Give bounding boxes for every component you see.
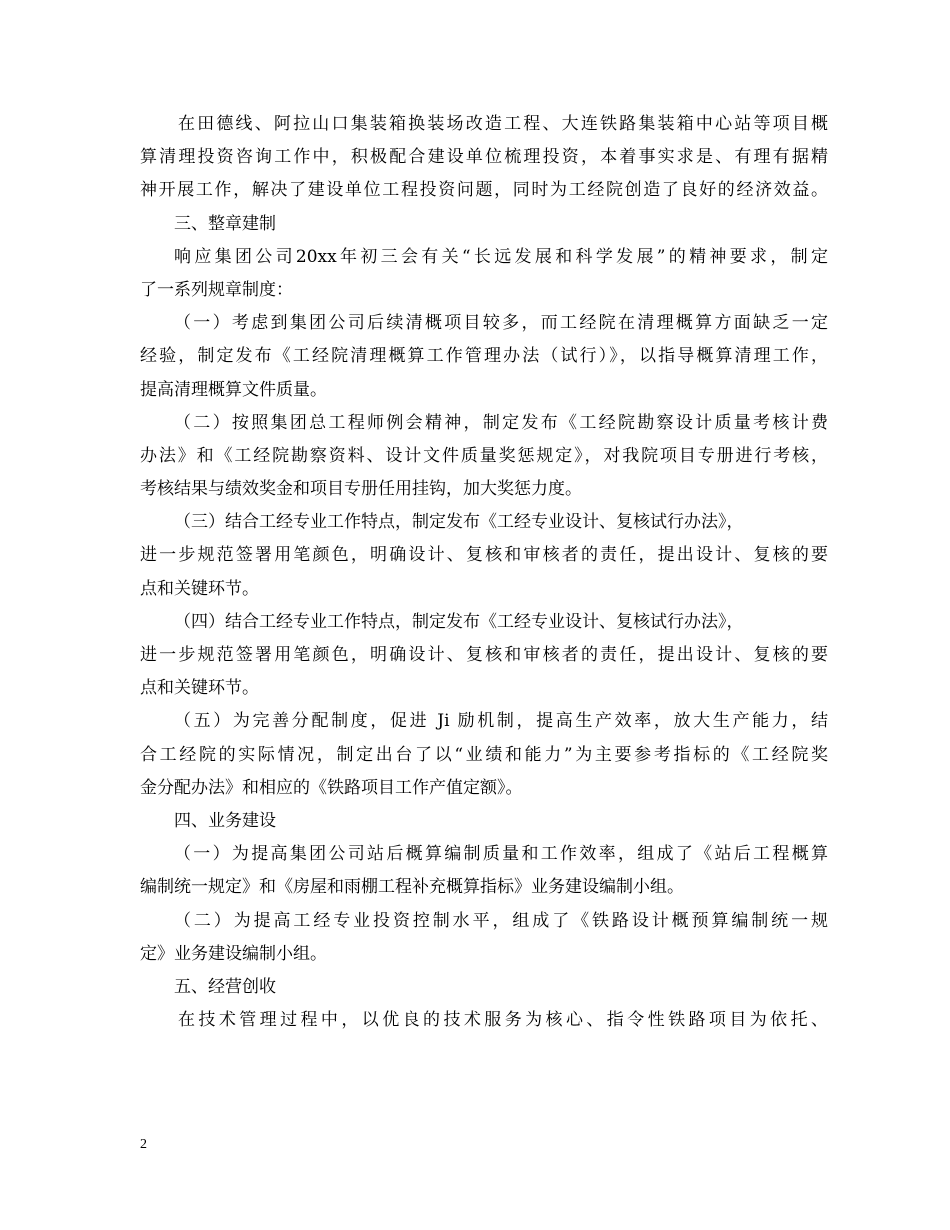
text-line: （五）为完善分配制度，促进 Ji 励机制，提高生产效率，放大生产能力，结	[174, 711, 828, 732]
text-line: 了一系列规章制度：	[140, 279, 293, 300]
text-line: 定》业务建设编制小组。	[140, 943, 327, 964]
text-line: （三）结合工经专业工作特点，制定发布《工经专业设计、复核试行办法》，	[174, 512, 744, 533]
text-line: 经验，制定发布《工经院清理概算工作管理办法（试行）》，以指导概算清理工作，	[140, 346, 828, 367]
text-line: 点和关键环节。	[140, 678, 259, 699]
text-line: 编制统一规定》和《房屋和雨棚工程补充概算指标》业务建设编制小组。	[140, 877, 684, 898]
text-line: 五、经营创收	[174, 976, 276, 997]
text-line: （四）结合工经专业工作特点，制定发布《工经专业设计、复核试行办法》，	[174, 611, 744, 632]
text-line: 算清理投资咨询工作中，积极配合建设单位梳理投资，本着事实求是、有理有据精	[140, 147, 828, 168]
text-line: 进一步规范签署用笔颜色，明确设计、复核和审核者的责任，提出设计、复核的要	[140, 545, 828, 566]
text-line: 三、整章建制	[174, 213, 276, 234]
document-body	[140, 113, 828, 1042]
text-line: （一）为提高集团公司站后概算编制质量和工作效率，组成了《站后工程概算	[174, 844, 828, 865]
text-line: （二）为提高工经专业投资控制水平，组成了《铁路设计概预算编制统一规	[174, 910, 828, 931]
text-line: 合工经院的实际情况，制定出台了以“业绩和能力”为主要参考指标的《工经院奖	[140, 744, 828, 765]
text-line: 考核结果与绩效奖金和项目专册任用挂钩，加大奖惩力度。	[140, 479, 582, 500]
text-line: 四、业务建设	[174, 810, 276, 831]
text-line: 提高清理概算文件质量。	[140, 379, 327, 400]
text-line: 进一步规范签署用笔颜色，明确设计、复核和审核者的责任，提出设计、复核的要	[140, 645, 828, 665]
text-line: （二）按照集团总工程师例会精神，制定发布《工经院勘察设计质量考核计费	[174, 412, 828, 433]
text-line: 响应集团公司20xx年初三会有关“长远发展和科学发展”的精神要求，制定	[174, 246, 828, 267]
text-line: （一）考虑到集团公司后续清概项目较多，而工经院在清理概算方面缺乏一定	[174, 313, 828, 334]
text-line: 点和关键环节。	[140, 578, 259, 599]
text-line: 金分配办法》和相应的《铁路项目工作产值定额》。	[140, 777, 523, 798]
text-line: 办法》和《工经院勘察资料、设计文件质量奖惩规定》，对我院项目专册进行考核，	[140, 445, 828, 466]
text-line: 在技术管理过程中，以优良的技术服务为核心、指令性铁路项目为依托、	[178, 1010, 828, 1031]
text-line: 神开展工作，解决了建设单位工程投资问题，同时为工经院创造了良好的经济效益。	[140, 180, 828, 201]
page-number: 2	[140, 1137, 147, 1152]
text-line: 在田德线、阿拉山口集装箱换装场改造工程、大连铁路集装箱中心站等项目概	[178, 114, 828, 134]
